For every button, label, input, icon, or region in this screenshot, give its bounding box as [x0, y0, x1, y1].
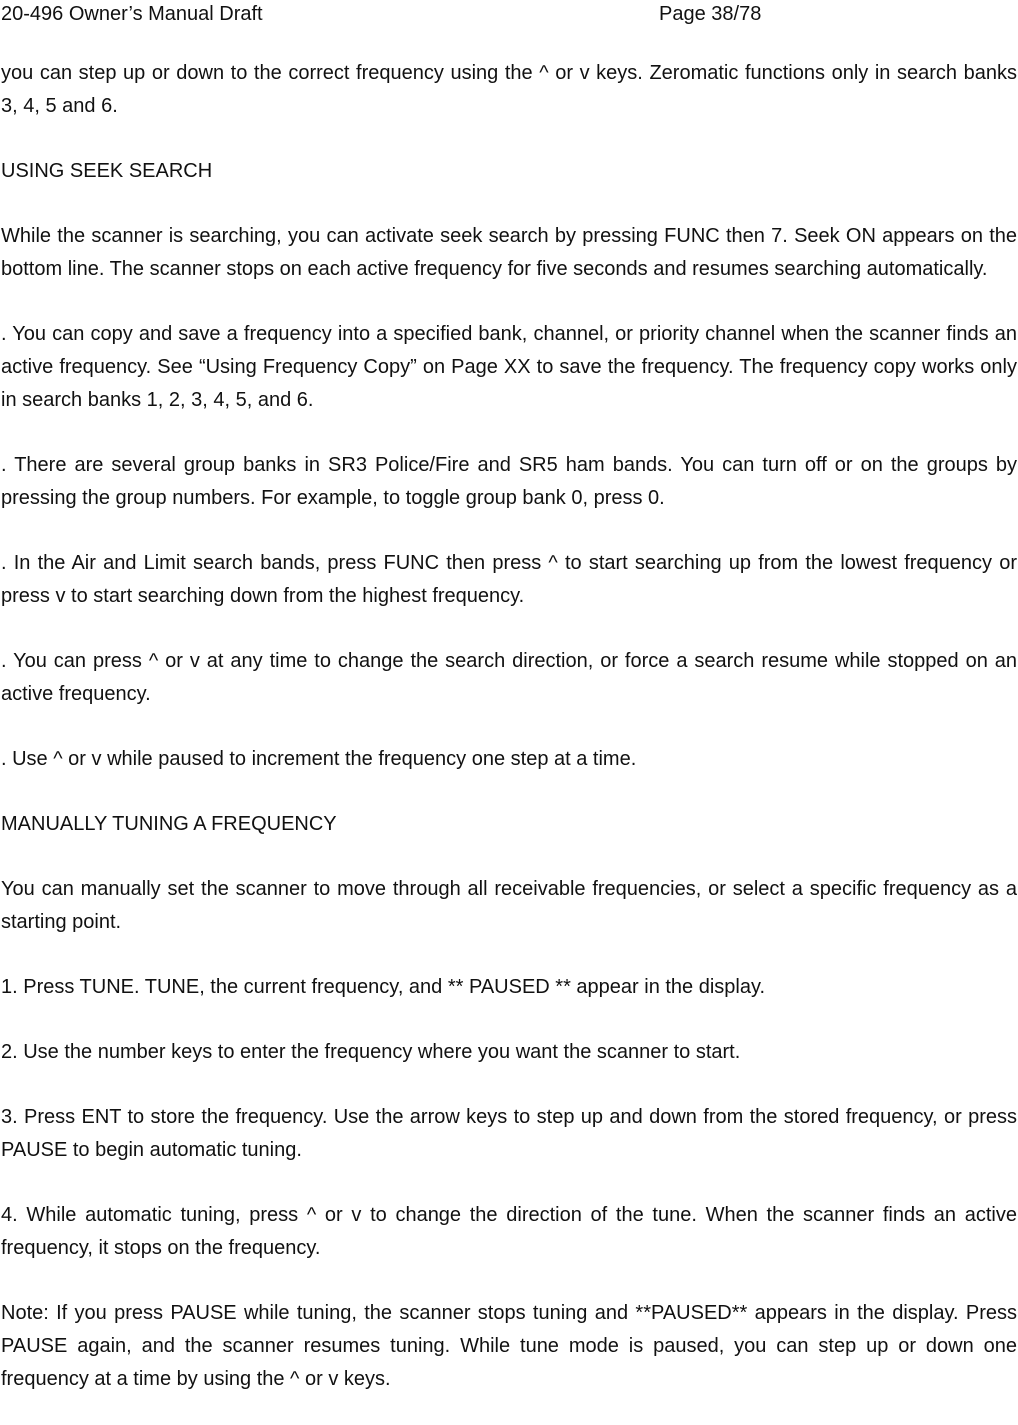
section-heading-manual-tuning: MANUALLY TUNING A FREQUENCY — [1, 813, 337, 835]
note-paragraph: Note: If you press PAUSE while tuning, the scanner stops tuning and **PAUSED** appears in the display. Press PAUSE again, and the scanner resumes tuning. While tune mode is paused, you can step up or down one frequency at a time by using the ^ or v keys. — [1, 1302, 1017, 1390]
step-1: 1. Press TUNE. TUNE, the current frequency, and ** PAUSED ** appear in the display. — [1, 976, 766, 998]
step-2: 2. Use the number keys to enter the frequency where you want the scanner to start. — [1, 1041, 741, 1063]
document-title: 20-496 Owner’s Manual Draft — [1, 3, 263, 25]
page-header — [0, 0, 1018, 30]
paragraph-group-banks: . There are several group banks in SR3 Police/Fire and SR5 ham bands. You can turn off or on the groups by pressing the group numbers. For example, to toggle group bank 0, press 0. — [1, 454, 1017, 509]
page-number: Page 38/78 — [659, 3, 762, 25]
paragraph-seek-search: While the scanner is searching, you can activate seek search by pressing FUNC then 7. Seek ON appears on the bottom line. The scanner stops on each active frequency for five seconds and resumes searching automatically. — [1, 225, 1017, 280]
step-3: 3. Press ENT to store the frequency. Use the arrow keys to step up and down from the stored frequency, or press PAUSE to begin automatic tuning. — [1, 1106, 1017, 1161]
paragraph-zeromatic: you can step up or down to the correct frequency using the ^ or v keys. Zeromatic functions only in search banks 3, 4, 5 and 6. — [1, 62, 1017, 117]
paragraph-increment-frequency: . Use ^ or v while paused to increment the frequency one step at a time. — [1, 748, 637, 770]
paragraph-air-limit-bands: . In the Air and Limit search bands, press FUNC then press ^ to start searching up from the lowest frequency or press v to start searching down from the highest frequency. — [1, 552, 1017, 607]
paragraph-frequency-copy: . You can copy and save a frequency into a specified bank, channel, or priority channel when the scanner finds an active frequency. See “Using Frequency Copy” on Page XX to save the frequency. The frequency copy works only in search banks 1, 2, 3, 4, 5, and 6. — [1, 323, 1017, 411]
paragraph-manual-tuning-intro: You can manually set the scanner to move through all receivable frequencies, or select a specific frequency as a starting point. — [1, 878, 1017, 933]
document-body — [1, 57, 1017, 1396]
paragraph-search-direction: . You can press ^ or v at any time to change the search direction, or force a search resume while stopped on an active frequency. — [1, 650, 1017, 705]
step-4: 4. While automatic tuning, press ^ or v to change the direction of the tune. When the scanner finds an active frequency, it stops on the frequency. — [1, 1204, 1017, 1259]
section-heading-seek-search: USING SEEK SEARCH — [1, 160, 213, 182]
